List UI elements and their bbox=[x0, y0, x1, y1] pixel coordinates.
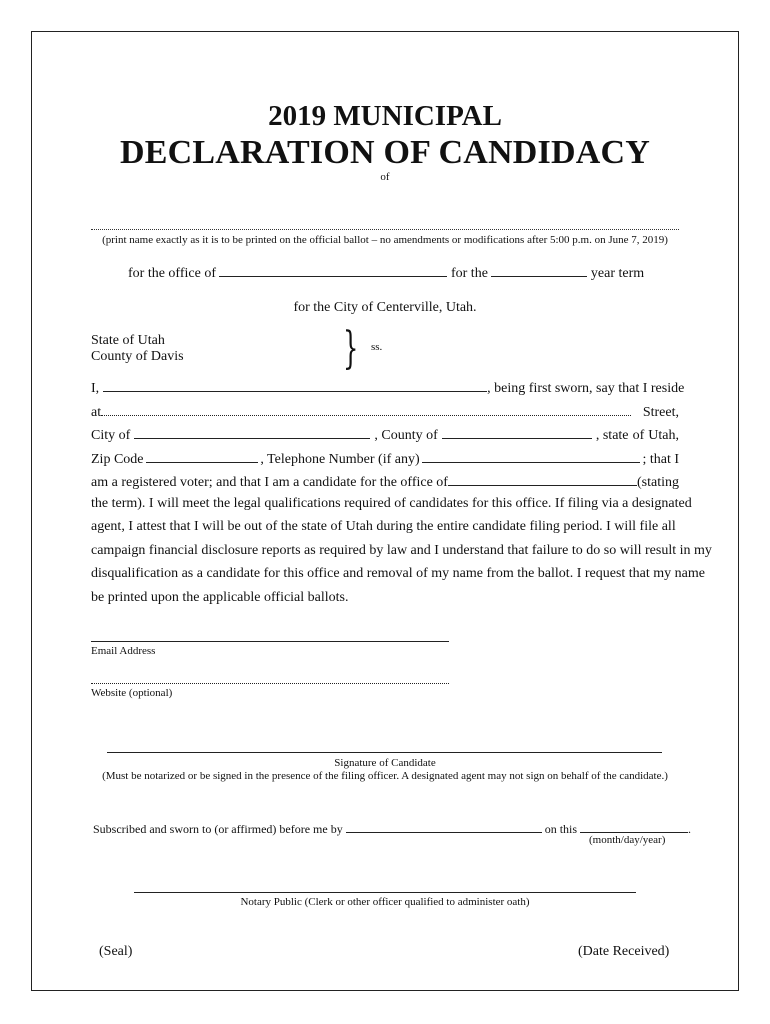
seal-label: (Seal) bbox=[99, 944, 133, 959]
oath-line-address bbox=[91, 403, 679, 421]
city-field[interactable] bbox=[134, 426, 370, 439]
website-field[interactable] bbox=[91, 683, 449, 684]
website-label: Website (optional) bbox=[91, 687, 173, 699]
notary-label: Notary Public (Clerk or other officer qualified to administer oath) bbox=[240, 896, 530, 908]
notary-signature-field[interactable] bbox=[134, 892, 636, 893]
office-prefix: for the office of bbox=[128, 266, 216, 281]
oath-at: at bbox=[91, 405, 102, 420]
office-middle: for the bbox=[450, 266, 488, 281]
oath-state-c: Utah, bbox=[648, 428, 679, 443]
sworn-by-field[interactable] bbox=[346, 820, 542, 833]
sworn-date-field[interactable] bbox=[580, 820, 688, 833]
oath-stating: (stating bbox=[637, 475, 679, 490]
oath-line-city bbox=[91, 426, 679, 444]
title-year-municipal: 2019 MUNICIPAL bbox=[268, 100, 502, 132]
oath-line-name bbox=[91, 379, 685, 397]
sworn-prefix: Subscribed and sworn to (or affirmed) before me by bbox=[93, 822, 343, 836]
candidate-office-field[interactable] bbox=[448, 473, 637, 486]
signature-label: Signature of Candidate bbox=[334, 757, 436, 769]
office-field[interactable] bbox=[219, 264, 447, 277]
state-label: State of Utah bbox=[91, 333, 165, 348]
term-field[interactable] bbox=[491, 264, 587, 277]
of-text: of bbox=[380, 171, 390, 183]
email-field[interactable] bbox=[91, 641, 449, 642]
oath-street: Street, bbox=[642, 405, 679, 420]
oath-sworn-text: , being first sworn, say that I reside bbox=[487, 381, 685, 396]
oath-line-9: disqualification as a candidate for this office and removal of my name from the ballot. I request that my name bbox=[91, 566, 705, 581]
office-row bbox=[128, 264, 644, 282]
oath-i: I, bbox=[91, 381, 100, 396]
signature-note: (Must be notarized or be signed in the presence of the filing officer. A designated agent may not sign on behalf of the candidate.) bbox=[102, 770, 668, 782]
date-format-hint: (month/day/year) bbox=[589, 834, 666, 846]
sworn-middle: on this bbox=[544, 822, 578, 836]
signature-field[interactable] bbox=[107, 752, 662, 753]
date-received-label: (Date Received) bbox=[578, 944, 670, 959]
declarant-name-field[interactable] bbox=[103, 379, 487, 392]
oath-county-of: , County of bbox=[374, 428, 438, 443]
title-declaration: DECLARATION OF CANDIDACY bbox=[120, 134, 650, 171]
oath-line-10: be printed upon the applicable official ballots. bbox=[91, 590, 349, 605]
oath-registered-voter: am a registered voter; and that I am a candidate for the office of bbox=[91, 475, 448, 490]
email-label: Email Address bbox=[91, 645, 156, 657]
office-suffix: year term bbox=[590, 266, 645, 281]
telephone-field[interactable] bbox=[422, 450, 640, 463]
oath-line-7: agent, I attest that I will be out of the state of Utah during the entire candidate filing period. I will file all bbox=[91, 519, 676, 534]
sworn-period: . bbox=[688, 822, 692, 836]
oath-state-a: , state bbox=[595, 428, 629, 443]
oath-zip-code: Zip Code bbox=[91, 452, 144, 467]
oath-city-of: City of bbox=[91, 428, 131, 443]
venue-brace: } bbox=[343, 323, 359, 374]
oath-line-8: campaign financial disclosure reports as required by law and I understand that failure to do so will result in my bbox=[91, 543, 712, 558]
oath-that-i: ; that I bbox=[642, 452, 679, 467]
street-address-field[interactable] bbox=[101, 403, 631, 416]
city-line: for the City of Centerville, Utah. bbox=[293, 300, 477, 315]
oath-state-b: of bbox=[632, 428, 645, 443]
name-instructions: (print name exactly as it is to be printed on the official ballot – no amendments or modifications after 5:00 p.m. on June 7, 2019) bbox=[102, 234, 668, 246]
candidate-name-field[interactable] bbox=[91, 229, 679, 230]
oath-telephone: , Telephone Number (if any) bbox=[260, 452, 420, 467]
ss-label: ss. bbox=[371, 341, 383, 353]
oath-line-6: the term). I will meet the legal qualifications required of candidates for this office. If filing via a designated bbox=[91, 496, 692, 511]
zip-field[interactable] bbox=[146, 450, 258, 463]
oath-line-office bbox=[91, 473, 679, 491]
county-label: County of Davis bbox=[91, 349, 184, 364]
county-field[interactable] bbox=[442, 426, 592, 439]
oath-line-zip bbox=[91, 450, 679, 468]
